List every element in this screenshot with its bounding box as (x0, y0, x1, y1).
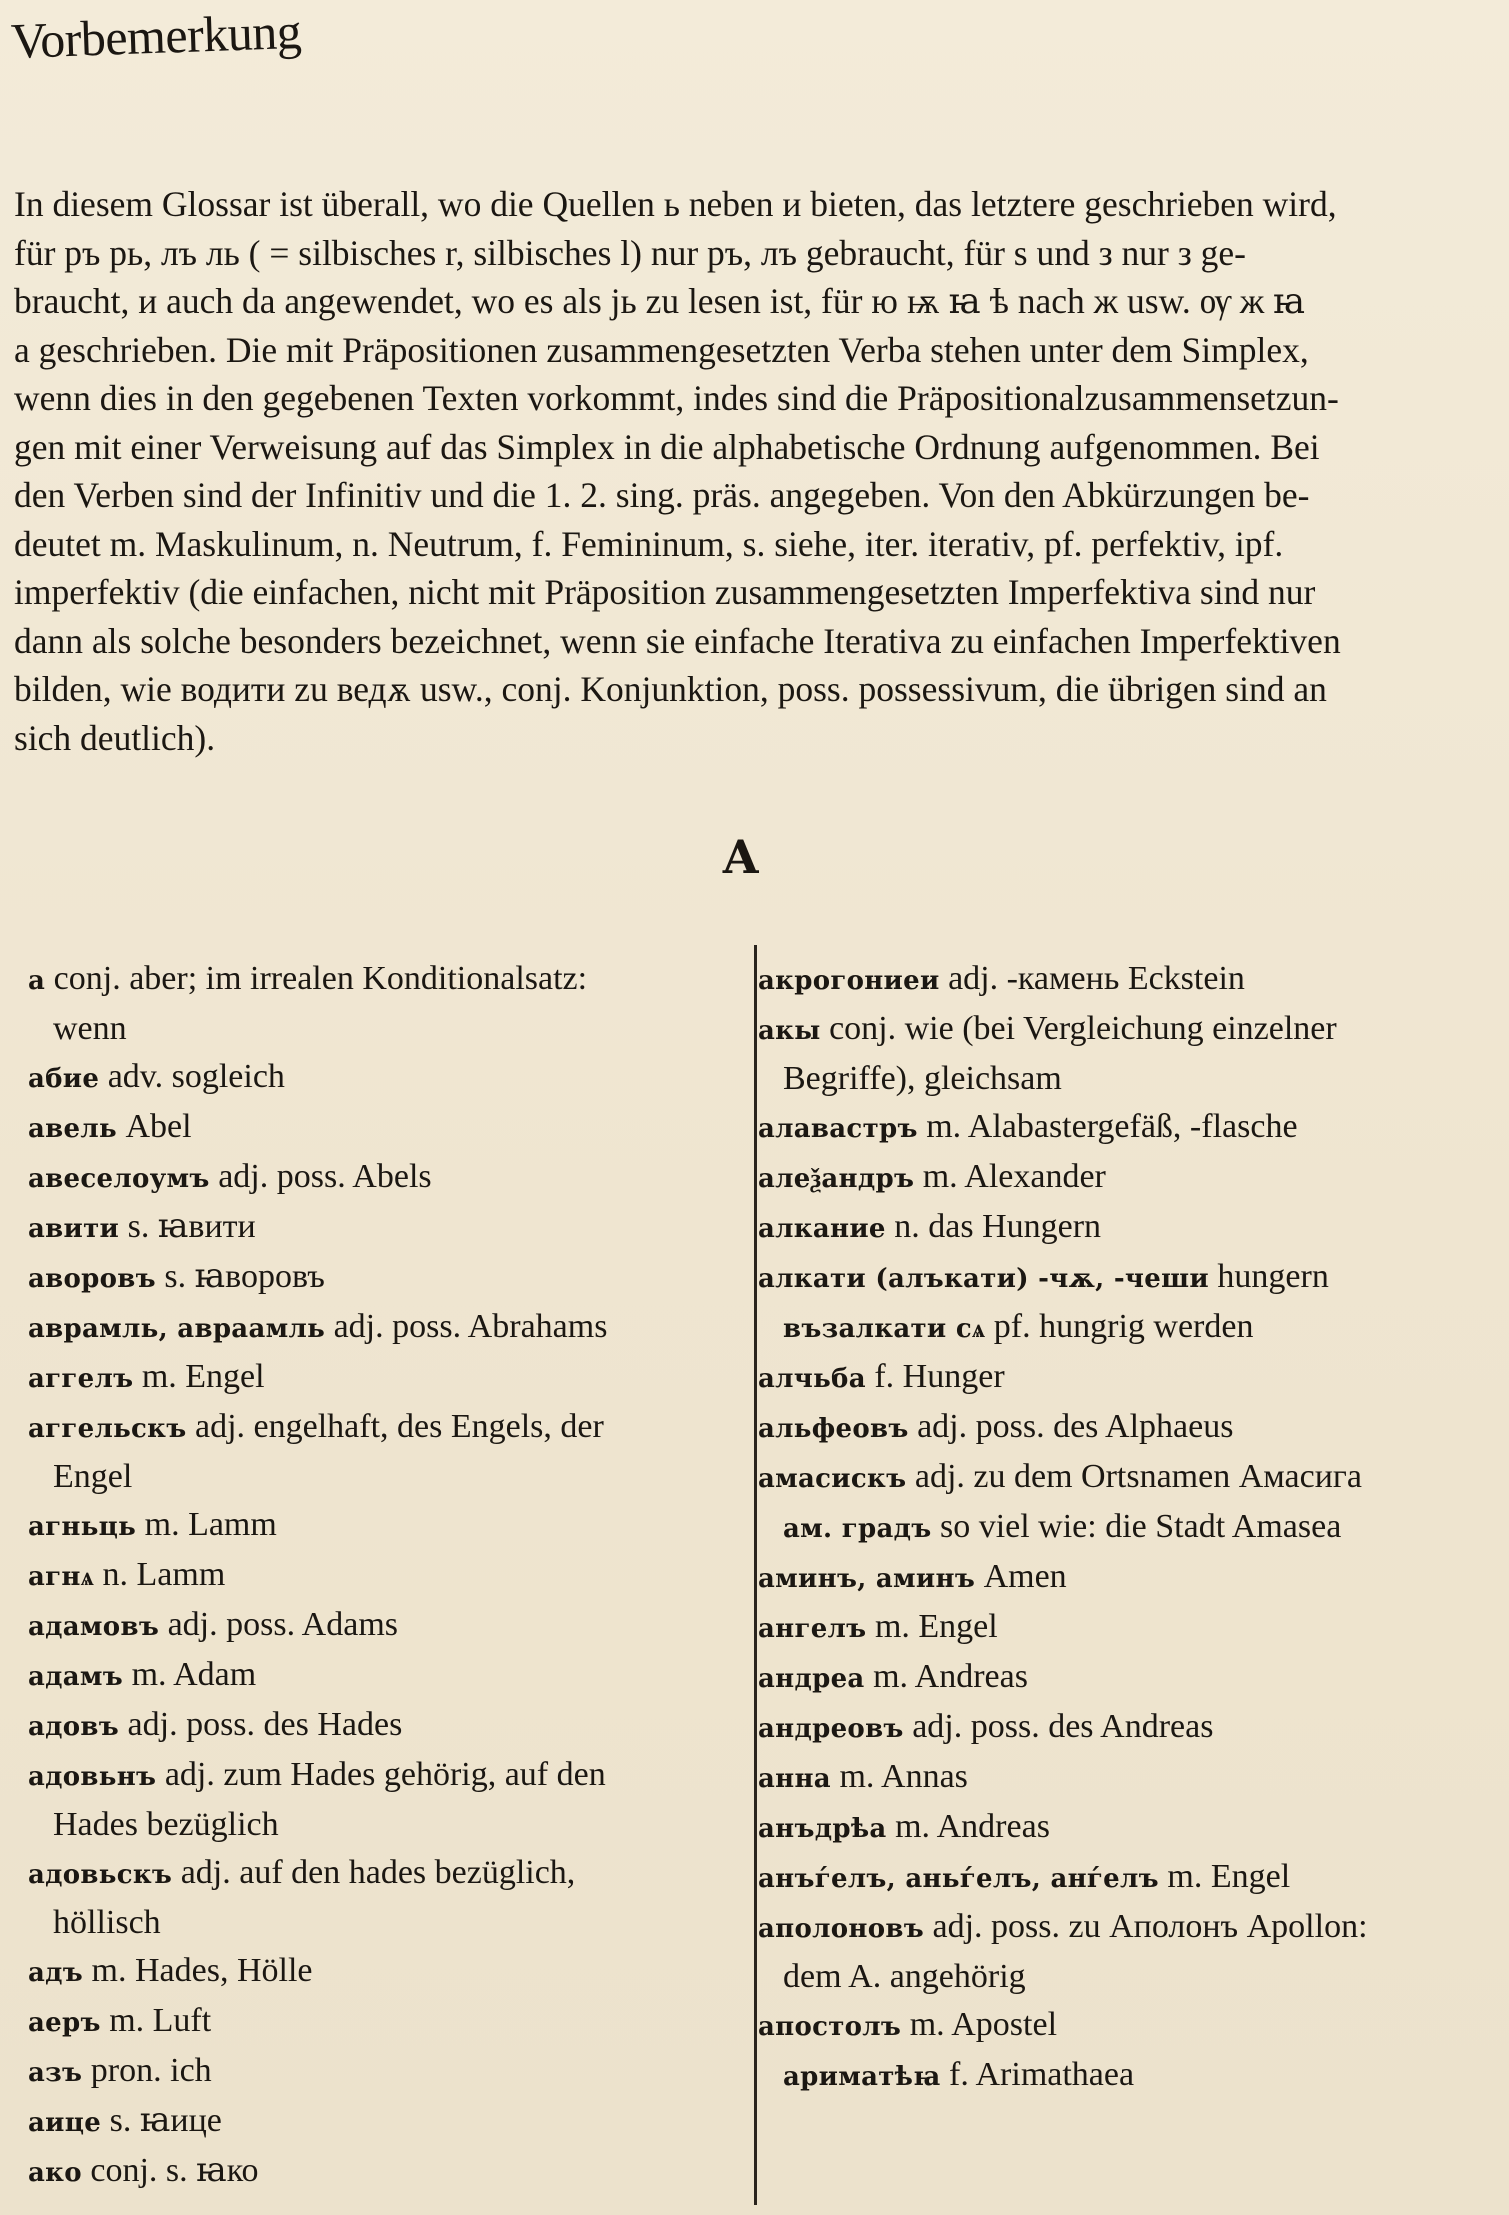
entry-definition: m. Andreas (864, 1658, 1028, 1695)
glossary-entry (758, 1253, 1458, 1353)
glossary-entry (28, 1253, 718, 1303)
entry-definition: s. ꙗвити (119, 1208, 256, 1245)
entry-lemma: адамъ (28, 1662, 124, 1692)
entry-definition: Amen (975, 1558, 1067, 1595)
glossary-entry (28, 1053, 718, 1103)
entry-definition: m. Luft (100, 2002, 212, 2039)
entry-lemma: анъдрѣа (758, 1814, 887, 1844)
entry-definition: adj. poss. Adams (159, 1606, 399, 1643)
entry-continuation (758, 1303, 1458, 1353)
entry-lemma: аггельскъ (28, 1414, 187, 1444)
entry-definition: adj. engelhaft, des Engels, der (186, 1408, 604, 1445)
entry-sublemma: ам. градъ (783, 1514, 932, 1544)
glossary-entry (28, 1651, 718, 1701)
entry-definition: adj. auf den hades bezüglich, (172, 1854, 576, 1891)
glossary-entry (28, 1153, 718, 1203)
preface-line: deutet m. Maskulinum, n. Neutrum, f. Femininum, s. siehe, iter. iterativ, pf. perfektiv, ipf. (14, 523, 1284, 564)
preface-line: gen mit einer Verweisung auf das Simplex in die alphabetische Ordnung aufgenommen. Bei (14, 426, 1320, 467)
entry-lemma: анна (758, 1764, 831, 1794)
preface-line: sich deutlich). (14, 717, 216, 758)
entry-definition: Abel (116, 1108, 192, 1145)
preface-line: für ръ рь, лъ ль ( = silbisches r, silbisches l) nur ръ, лъ gebraucht, für ѕ und з nur з ge- (14, 232, 1246, 273)
entry-definition: m. Alexander (914, 1158, 1106, 1195)
entry-lemma: азъ (28, 2058, 83, 2088)
entry-definition-cont: höllisch (53, 1904, 161, 1941)
glossary-entry (758, 1103, 1458, 1153)
entry-lemma: агнѧ (28, 1562, 95, 1592)
entry-definition: adj. poss. Abrahams (325, 1308, 608, 1345)
entry-definition: f. Arimathaea (940, 2056, 1135, 2093)
entry-continuation (28, 1005, 718, 1053)
entry-definition: adj. zum Hades gehörig, auf den (156, 1756, 606, 1793)
glossary-entry (28, 1947, 718, 1997)
glossary-entry (28, 1103, 718, 1153)
entry-lemma: ариматѣꙗ (783, 2062, 941, 2092)
glossary-entry (758, 1603, 1458, 1653)
glossary-entry (28, 955, 718, 1053)
entry-lemma: аполоновъ (758, 1914, 924, 1944)
preface-line: In diesem Glossar ist überall, wo die Quellen ь neben и bieten, das letztere geschrieben wird, (14, 184, 1337, 224)
entry-lemma: андреовъ (758, 1714, 904, 1744)
glossary-entry (28, 1849, 718, 1947)
entry-definition: s. ꙗице (101, 2102, 222, 2139)
entry-lemma: анъѓелъ, аньѓелъ, анѓелъ (758, 1864, 1159, 1894)
entry-lemma: адовьнъ (28, 1762, 157, 1792)
entry-lemma: адъ (28, 1958, 84, 1988)
glossary-entry (28, 2147, 718, 2197)
glossary-entry (28, 1501, 718, 1551)
glossary-entry (758, 2001, 1458, 2051)
entry-lemma: адамовъ (28, 1612, 160, 1642)
entry-definition: conj. s. ꙗко (81, 2152, 259, 2189)
entry-lemma: аминъ, аминъ (758, 1564, 976, 1594)
entry-lemma: аворовъ (28, 1264, 156, 1294)
entry-definition: m. Andreas (886, 1808, 1050, 1845)
entry-definition: m. Engel (133, 1358, 265, 1395)
entry-definition: conj. wie (bei Vergleichung einzelner (820, 1010, 1337, 1047)
entry-definition: adv. sogleich (99, 1058, 285, 1095)
glossary-entry (28, 2047, 718, 2097)
entry-lemma: а (28, 966, 46, 996)
entry-definition: n. Lamm (94, 1556, 226, 1593)
entry-lemma: альфеовъ (758, 1414, 909, 1444)
entry-definition: adj. poss. Abels (209, 1158, 432, 1195)
glossary-entry (758, 1553, 1458, 1603)
entry-lemma: андреа (758, 1664, 865, 1694)
glossary-entry (28, 1303, 718, 1353)
entry-lemma: ангелъ (758, 1614, 867, 1644)
glossary-entry (28, 1203, 718, 1253)
entry-continuation (28, 1453, 718, 1501)
entry-definition-cont: so viel wie: die Stadt Amasea (931, 1508, 1342, 1545)
entry-lemma: ако (28, 2158, 82, 2188)
glossary-entry (28, 1403, 718, 1501)
entry-definition: m. Lamm (136, 1506, 277, 1543)
entry-continuation (28, 1899, 718, 1947)
glossary-entry (758, 1453, 1458, 1553)
entry-definition: m. Annas (830, 1758, 968, 1795)
glossary-entry (28, 2097, 718, 2147)
entry-lemma: алавастръ (758, 1114, 918, 1144)
entry-definition: f. Hunger (865, 1358, 1005, 1395)
section-letter: А (722, 830, 760, 884)
preface-line: a geschrieben. Die mit Präpositionen zusammengesetzten Verba stehen unter dem Simplex, (14, 329, 1309, 370)
glossary-entry (28, 1353, 718, 1403)
glossary-entry (28, 1601, 718, 1651)
entry-lemma: агньць (28, 1512, 137, 1542)
preface-line: dann als solche besonders bezeichnet, wenn sie einfache Iterativa zu einfachen Imperfektiven (14, 620, 1341, 661)
preface-line: den Verben sind der Infinitiv und die 1. 2. sing. präs. angegeben. Von den Abkürzungen be- (14, 475, 1310, 515)
entry-definition: s. ꙗворовъ (155, 1258, 325, 1295)
preface-line: imperfektiv (die einfachen, nicht mit Präposition zusammengesetzten Imperfektiva sind nur (14, 572, 1316, 612)
glossary-entry (758, 955, 1458, 1005)
glossary-entry (758, 1803, 1458, 1853)
entry-definition: adj. poss. des Hades (119, 1706, 403, 1743)
entry-definition: hungern (1208, 1258, 1329, 1295)
preface-line: bilden, wie водити zu ведѫ usw., conj. Konjunktion, poss. possessivum, die übrigen sind an (14, 669, 1327, 709)
glossary-entry (758, 2051, 1458, 2101)
glossary-entry (758, 1703, 1458, 1753)
entry-lemma: авити (28, 1214, 120, 1244)
entry-lemma: алеѯандръ (758, 1164, 915, 1194)
entry-definition: m. Alabastergefäß, -flasche (917, 1108, 1298, 1145)
entry-definition-cont: Begriffe), gleichsam (783, 1060, 1062, 1097)
page-heading: Vorbemerkung (10, 2, 303, 69)
glossary-column-left (28, 955, 718, 2197)
entry-lemma: аврамль, авраамль (28, 1314, 326, 1344)
entry-definition: m. Adam (123, 1656, 257, 1693)
entry-lemma: амасискъ (758, 1464, 907, 1494)
glossary-entry (28, 1997, 718, 2047)
glossary-entry (758, 1853, 1458, 1903)
column-divider (754, 945, 757, 2205)
entry-definition: adj. poss. des Andreas (903, 1708, 1214, 1745)
entry-definition: adj. poss. des Alphaeus (908, 1408, 1234, 1445)
entry-definition-cont: dem A. angehörig (783, 1958, 1026, 1995)
entry-definition: adj. -камень Eckstein (939, 960, 1245, 997)
entry-definition-cont: wenn (53, 1010, 127, 1047)
entry-definition: m. Hades, Hölle (83, 1952, 313, 1989)
preface-paragraph (14, 180, 1454, 762)
entry-definition: pron. ich (82, 2052, 212, 2089)
entry-continuation (758, 1055, 1458, 1103)
entry-definition: n. das Hungern (885, 1208, 1102, 1245)
entry-lemma: апостолъ (758, 2012, 902, 2042)
glossary-entry (28, 1751, 718, 1849)
glossary-column-right (758, 955, 1458, 2101)
entry-lemma: алкание (758, 1214, 886, 1244)
entry-definition-cont: Engel (53, 1458, 133, 1495)
entry-definition-cont: pf. hungrig werden (985, 1308, 1254, 1345)
entry-definition: m. Engel (866, 1608, 998, 1645)
glossary-entry (758, 1403, 1458, 1453)
entry-definition-cont: Hades bezüglich (53, 1806, 279, 1843)
entry-sublemma: възалкати сѧ (783, 1314, 986, 1344)
glossary-entry (758, 1753, 1458, 1803)
entry-lemma: авеселоумъ (28, 1164, 210, 1194)
entry-continuation (758, 1953, 1458, 2001)
entry-lemma: алкати (алъкати) -чѫ, -чеши (758, 1264, 1209, 1294)
glossary-entry (758, 1353, 1458, 1403)
entry-lemma: адовьскъ (28, 1860, 173, 1890)
entry-lemma: аеръ (28, 2008, 101, 2038)
entry-lemma: акрогониеи (758, 966, 940, 996)
entry-definition: conj. aber; im irrealen Konditionalsatz: (45, 960, 588, 997)
entry-lemma: адовъ (28, 1712, 120, 1742)
entry-definition: adj. zu dem Ortsnamen Амасига (906, 1458, 1362, 1495)
entry-continuation (28, 1801, 718, 1849)
entry-definition: m. Apostel (901, 2006, 1058, 2043)
entry-lemma: аггелъ (28, 1364, 134, 1394)
glossary-entry (758, 1153, 1458, 1203)
entry-definition: m. Engel (1158, 1858, 1291, 1895)
entry-lemma: аице (28, 2108, 102, 2138)
glossary-entry (758, 1203, 1458, 1253)
preface-line: braucht, и auch da angewendet, wo es als jь zu lesen ist, für ю ѭ ꙗ ѣ nach ж usw. ѹ ж ꙗ (14, 281, 1306, 321)
entry-lemma: акы (758, 1016, 821, 1046)
entry-lemma: алчьба (758, 1364, 866, 1394)
entry-lemma: абие (28, 1064, 100, 1094)
preface-line: wenn dies in den gegebenen Texten vorkommt, indes sind die Präpositionalzusammensetzun- (14, 378, 1339, 418)
glossary-entry (758, 1653, 1458, 1703)
entry-continuation (758, 1503, 1458, 1553)
entry-lemma: авель (28, 1114, 117, 1144)
entry-definition: adj. poss. zu Аполонъ Apollon: (923, 1908, 1368, 1945)
glossary-entry (758, 1005, 1458, 1103)
glossary-entry (28, 1551, 718, 1601)
glossary-entry (28, 1701, 718, 1751)
glossary-entry (758, 1903, 1458, 2001)
